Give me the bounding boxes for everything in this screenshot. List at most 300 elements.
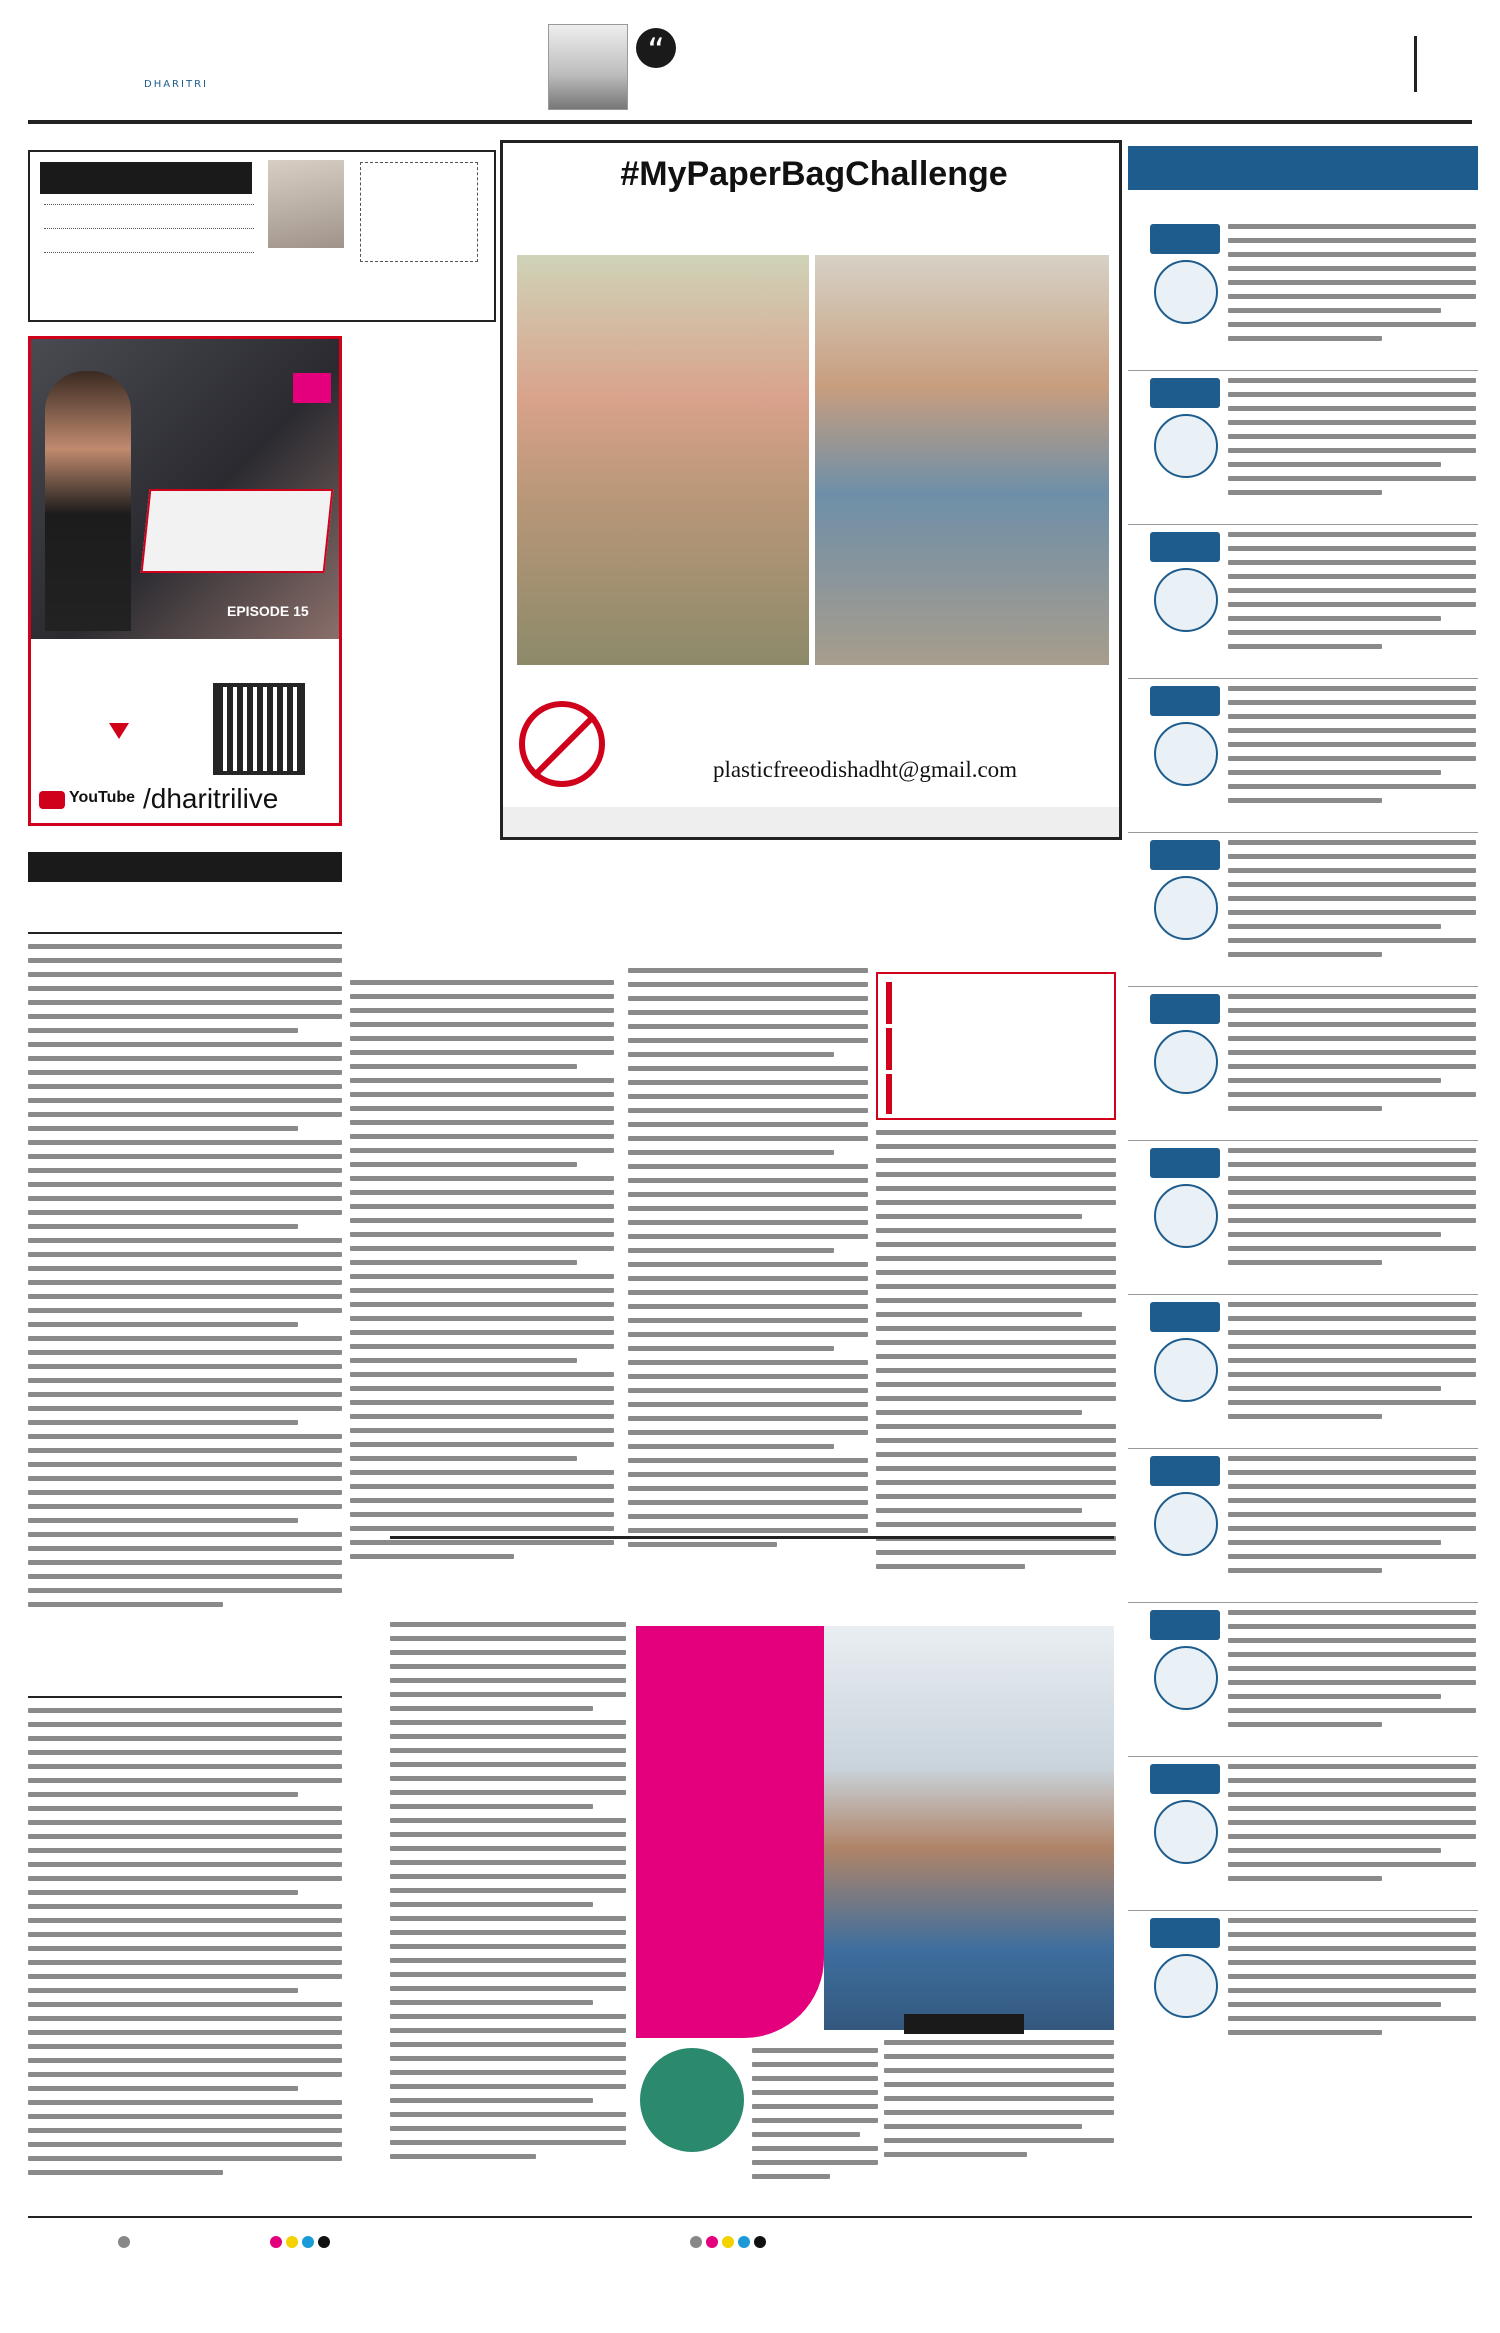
text-line [1228,854,1476,859]
text-line [28,1168,342,1173]
youtube-logo-icon[interactable] [39,791,65,809]
text-line [876,1326,1116,1331]
text-line [28,1736,342,1741]
registration-mark [118,2236,130,2248]
text-line [628,1178,868,1183]
horoscope-sign-label [1150,840,1220,870]
text-line [628,1108,868,1113]
col2-body [350,980,614,1600]
birthday-field-age[interactable] [44,228,254,229]
text-line [28,2072,342,2077]
text-line [28,2142,342,2147]
text-line [1228,1190,1476,1195]
text-line [876,1130,1116,1135]
episode-label: EPISODE 15 [227,603,309,619]
horoscope-sign-label [1150,1918,1220,1948]
text-line [28,1308,342,1313]
text-line [1228,308,1441,313]
text-line [1228,1918,1476,1923]
challenge-subtitle [517,203,1111,247]
text-line [350,1316,614,1321]
text-line [28,1364,342,1369]
text-line [1228,784,1476,789]
zodiac-sign-icon [1154,1646,1218,1710]
feature-body-left [390,1622,626,2192]
zodiac-sign-icon [1154,1338,1218,1402]
text-line [28,2030,342,2035]
text-line [752,2048,878,2053]
text-line [390,1986,626,1991]
text-line [28,1196,342,1201]
text-line [1228,1764,1476,1769]
text-line [350,1148,614,1153]
text-line [752,2160,878,2165]
text-line [876,1312,1082,1317]
text-line [876,1424,1116,1429]
text-line [28,1708,342,1713]
text-line [390,1930,626,1935]
text-line [28,1588,342,1593]
text-line [884,2082,1114,2087]
registration-mark [318,2236,330,2248]
text-line [628,1262,868,1267]
text-line [350,1120,614,1125]
text-line [390,2112,626,2117]
horoscope-column [1128,140,1478,2210]
horoscope-sign-label [1150,532,1220,562]
text-line [390,1692,626,1697]
promo-headline [150,491,331,503]
lead-body-right [876,1130,1116,1600]
text-line [752,2076,878,2081]
text-line [876,1410,1082,1415]
text-line [628,1010,868,1015]
text-line [390,1720,626,1725]
text-line [1228,1036,1476,1041]
text-line [1228,1022,1476,1027]
text-line [390,1874,626,1879]
masthead-rule [28,120,1472,124]
text-line [1228,644,1382,649]
text-line [876,1214,1082,1219]
footer-rule [28,2216,1472,2218]
text-line [350,1526,614,1531]
text-line [1228,1456,1476,1461]
presenter-photo [45,371,131,631]
text-line [1228,476,1476,481]
reader-photo-right [815,255,1109,665]
horoscope-sign-text [1228,1610,1476,1750]
horoscope-sign-text [1228,378,1476,518]
text-line [28,2156,342,2161]
text-line [390,1916,626,1921]
text-line [752,2132,860,2137]
text-line [628,1486,868,1491]
birthday-field-date[interactable] [44,252,254,253]
text-line [28,1476,342,1481]
text-line [28,1392,342,1397]
text-line [350,1428,614,1433]
registration-mark [754,2236,766,2248]
text-line [28,1084,342,1089]
text-line [390,1762,626,1767]
text-line [628,1024,868,1029]
text-line [1228,1386,1441,1391]
text-line [28,958,342,963]
horoscope-sign-label [1150,1302,1220,1332]
horoscope-sign-label [1150,1148,1220,1178]
horoscope-divider [1128,370,1478,371]
text-line [1228,770,1441,775]
text-line [628,1346,834,1351]
text-line [628,1122,868,1127]
text-line [628,1276,868,1281]
text-line [350,1512,614,1517]
text-line [628,1374,868,1379]
text-line [350,1008,614,1013]
lead-bullet-3 [886,1074,1108,1114]
text-line [876,1284,1116,1289]
text-line [752,2174,830,2179]
text-line [28,1504,342,1509]
lead-headline [628,878,1118,938]
text-line [28,1420,298,1425]
text-line [28,1448,342,1453]
text-line [1228,1008,1476,1013]
text-line [1228,294,1476,299]
text-line [628,1360,868,1365]
birthday-title [40,162,252,194]
text-line [1228,1708,1476,1713]
text-line [390,1650,626,1655]
horoscope-divider [1128,986,1478,987]
text-line [1228,896,1476,901]
text-line [350,1134,614,1139]
text-line [752,2062,878,2067]
text-line [28,1820,342,1825]
text-line [390,1636,626,1641]
text-line [28,1462,342,1467]
text-line [390,2056,626,2061]
text-line [628,1080,868,1085]
text-line [1228,714,1476,719]
text-line [28,2170,223,2175]
text-line [28,1322,298,1327]
horoscope-divider [1128,1448,1478,1449]
text-line [28,1266,342,1271]
text-line [884,2124,1082,2129]
text-line [28,1988,298,1993]
horoscope-sign-label [1150,1456,1220,1486]
masthead [0,0,1500,120]
text-line [28,1876,342,1881]
text-line [350,1484,614,1489]
text-line [876,1158,1116,1163]
text-line [876,1172,1116,1177]
text-line [1228,1848,1441,1853]
text-line [28,944,342,949]
qr-code-icon[interactable] [213,683,305,775]
text-line [1228,798,1382,803]
horoscope-divider [1128,1140,1478,1141]
text-line [1228,1092,1476,1097]
text-line [28,1918,342,1923]
zodiac-sign-icon [1154,1030,1218,1094]
text-line [1228,1988,1476,1993]
horoscope-sign-text [1228,1148,1476,1288]
registration-mark [706,2236,718,2248]
text-line [28,1056,342,1061]
text-line [390,2028,626,2033]
text-line [28,2002,342,2007]
text-line [1228,1470,1476,1475]
zodiac-sign-icon [1154,568,1218,632]
text-line [1228,1302,1476,1307]
text-line [28,1126,298,1131]
text-line [390,1776,626,1781]
text-line [876,1466,1116,1471]
text-line [628,1500,868,1505]
no-plastic-icon [519,701,605,787]
text-line [28,1112,342,1117]
text-line [350,1036,614,1041]
text-line [1228,1372,1476,1377]
horoscope-sign-label [1150,224,1220,254]
text-line [1228,1176,1476,1181]
horoscope-sign-label [1150,1610,1220,1640]
zodiac-sign-icon [1154,876,1218,940]
feature-body-mid [752,2048,878,2192]
challenge-hashtag [517,155,1111,195]
front-page-strip [28,852,342,882]
text-line [1228,1540,1441,1545]
text-line [1228,910,1476,915]
text-line [1228,1834,1476,1839]
text-line [390,2140,626,2145]
lead-bullet-2 [886,1028,1108,1070]
text-line [350,1246,614,1251]
horoscope-sign-text [1228,1764,1476,1904]
text-line [1228,588,1476,593]
text-line [628,982,868,987]
text-line [28,2016,342,2021]
text-line [628,1472,868,1477]
text-line [1228,2016,1476,2021]
text-line [390,2014,626,2019]
text-line [876,1396,1116,1401]
text-line [350,1344,614,1349]
text-line [1228,1778,1476,1783]
text-line [628,1290,868,1295]
horoscope-divider [1128,1294,1478,1295]
text-line [390,1944,626,1949]
zodiac-sign-icon [1154,722,1218,786]
text-line [628,996,868,1001]
text-line [884,2054,1114,2059]
text-line [1228,1414,1382,1419]
text-line [1228,1078,1441,1083]
down-arrow-icon [109,723,129,739]
text-line [1228,882,1476,887]
text-line [1228,1064,1476,1069]
text-line [28,1560,342,1565]
text-line [884,2152,1027,2157]
text-line [876,1256,1116,1261]
text-line [876,1144,1116,1149]
horoscope-divider [1128,1756,1478,1757]
text-line [350,980,614,985]
horoscope-divider [1128,832,1478,833]
text-line [1228,756,1476,761]
text-line [1228,1946,1476,1951]
text-line [28,1336,342,1341]
text-line [1228,686,1476,691]
text-line [350,1498,614,1503]
text-line [390,2098,593,2103]
text-line [1228,1624,1476,1629]
text-line [884,2096,1114,2101]
feature-headline [390,1536,1114,1610]
text-line [1228,336,1382,341]
text-line [876,1480,1116,1485]
text-line [1228,448,1476,453]
text-line [752,2146,878,2151]
text-line [876,1200,1116,1205]
text-line [628,1416,868,1421]
text-line [628,1192,868,1197]
horoscope-sign-text [1228,686,1476,826]
text-line [1228,560,1476,565]
text-line [390,1846,626,1851]
text-line [28,2114,342,2119]
youtube-handle[interactable]: /dharitrilive [143,783,279,814]
text-line [350,1092,614,1097]
text-line [1228,406,1476,411]
text-line [876,1452,1116,1457]
text-line [350,1232,614,1237]
text-line [1228,1960,1476,1965]
text-line [876,1242,1116,1247]
author-portrait [548,24,628,110]
brand-logo [88,25,288,90]
text-line [390,1804,593,1809]
text-line [752,2090,878,2095]
horoscope-sign-text [1228,532,1476,672]
text-line [1228,1610,1476,1615]
text-line [28,1946,342,1951]
text-line [28,1792,298,1797]
front-body-1 [28,944,342,1654]
horoscope-footer [1128,2078,1478,2198]
text-line [350,1050,614,1055]
text-line [1228,1638,1476,1643]
text-line [28,1014,342,1019]
text-line [1228,742,1476,747]
text-line [876,1228,1116,1233]
youtube-label: YouTube [69,789,136,806]
text-line [752,2104,878,2109]
text-line [28,1378,342,1383]
text-line [1228,1526,1476,1531]
birthday-field-name[interactable] [44,204,254,205]
registration-mark [690,2236,702,2248]
text-line [628,1402,868,1407]
text-line [390,2042,626,2047]
text-line [28,1890,298,1895]
promo-badge [293,373,331,403]
text-line [28,1350,342,1355]
horoscope-sign-text [1228,1918,1476,2058]
text-line [350,1372,614,1377]
lead-bullet-1 [886,982,1108,1024]
challenge-footer [503,807,1119,837]
text-line [350,1106,614,1111]
horoscope-sign-label [1150,1764,1220,1794]
text-line [1228,1932,1476,1937]
text-line [1228,1218,1476,1223]
text-line [28,1764,342,1769]
horoscope-title [1128,146,1478,190]
text-line [390,1958,626,1963]
text-line [628,1388,868,1393]
text-line [28,1974,342,1979]
text-line [1228,700,1476,705]
text-line [876,1494,1116,1499]
quote-text [684,30,1044,90]
text-line [28,986,342,991]
text-line [1228,938,1476,943]
text-line [350,1386,614,1391]
text-line [28,2128,342,2133]
text-line [876,1186,1116,1191]
text-line [1228,462,1441,467]
zodiac-sign-icon [1154,1800,1218,1864]
text-line [28,1546,342,1551]
text-line [350,1078,614,1083]
text-line [1228,1652,1476,1657]
text-line [1228,1260,1382,1265]
horoscope-sign-label [1150,994,1220,1024]
text-line [350,1358,577,1363]
text-line [1228,1498,1476,1503]
text-line [350,1470,614,1475]
text-line [1228,252,1476,257]
promo-box[interactable] [28,336,342,826]
horoscope-divider [1128,1910,1478,1911]
text-line [1228,1232,1441,1237]
front-head-1-rule [28,932,342,934]
text-line [390,1818,626,1823]
text-line [1228,1330,1476,1335]
text-line [350,1456,577,1461]
text-line [1228,1162,1476,1167]
text-line [390,1706,593,1711]
text-line [28,1224,298,1229]
text-line [628,1248,834,1253]
text-line [876,1508,1082,1513]
text-line [390,1748,626,1753]
text-line [390,2126,626,2131]
text-line [1228,420,1476,425]
text-line [390,1790,626,1795]
text-line [1228,392,1476,397]
text-line [28,2058,342,2063]
text-line [876,1368,1116,1373]
text-line [1228,2030,1382,2035]
zodiac-sign-icon [1154,1954,1218,2018]
text-line [1228,532,1476,537]
challenge-email[interactable]: plasticfreeodishadht@gmail.com [712,757,1018,782]
